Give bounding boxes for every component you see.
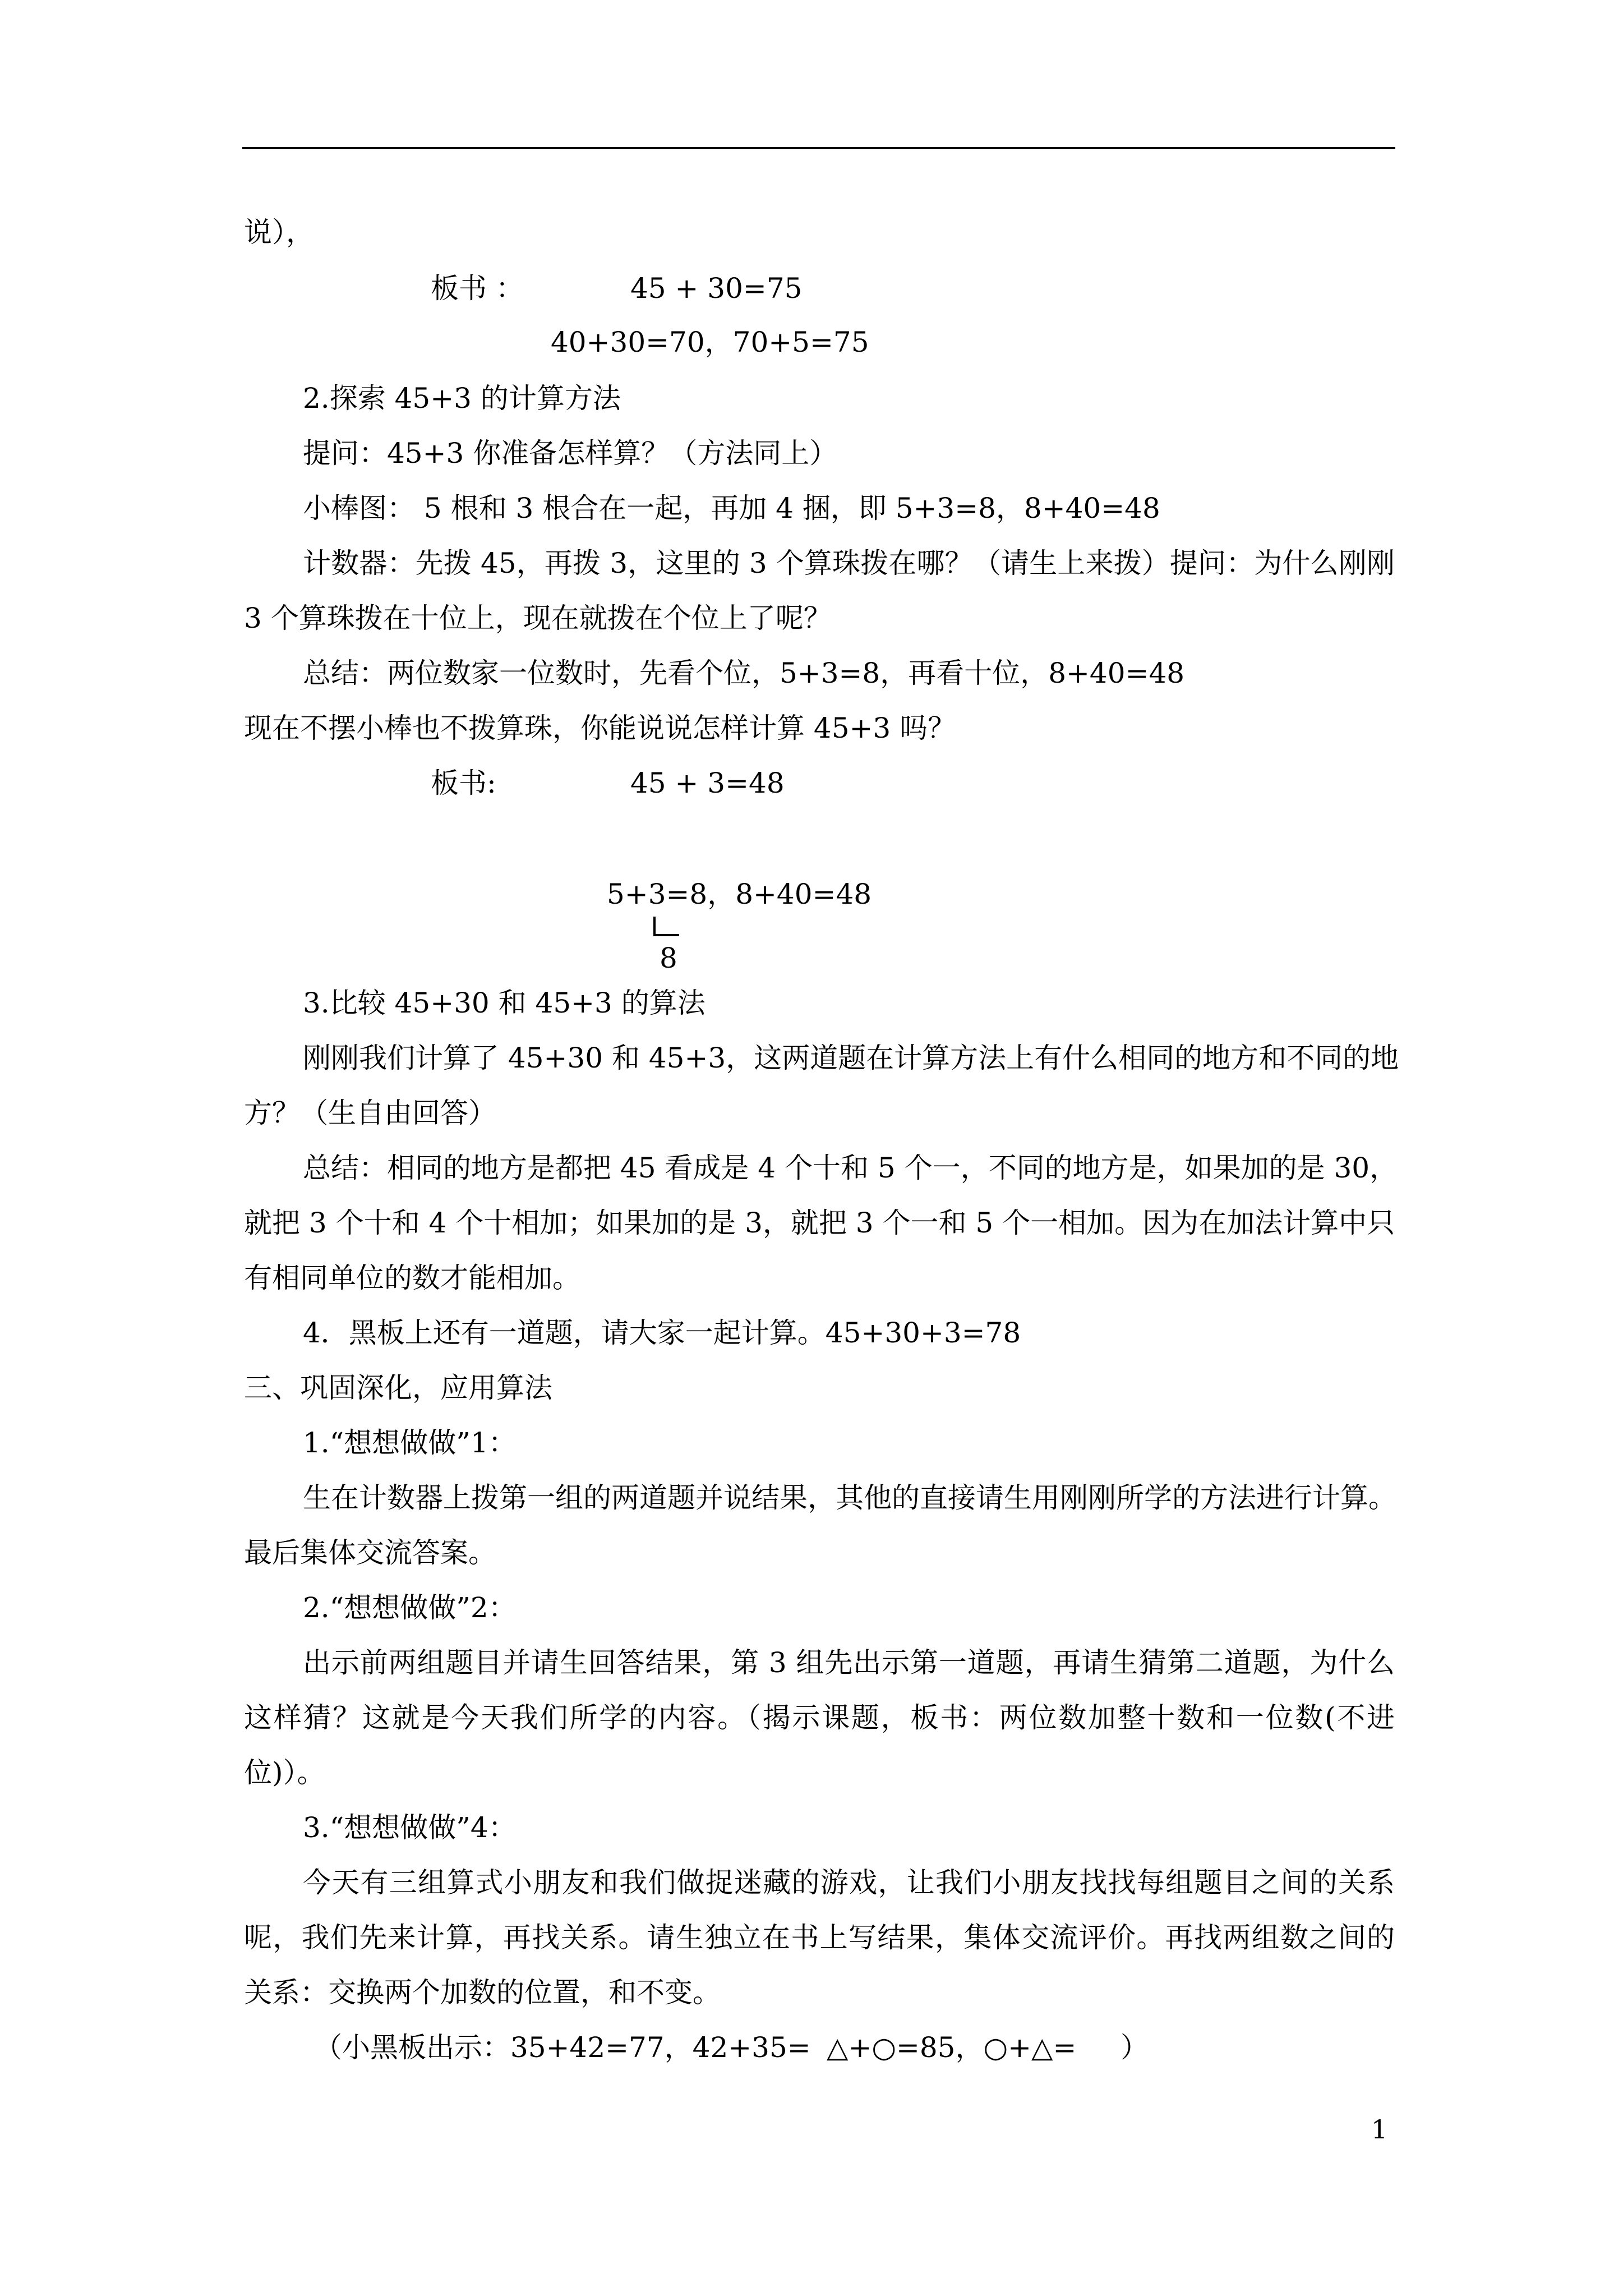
text-line: 总结：相同的地方是都把 45 看成是 4 个十和 5 个一，不同的地方是，如果加的是 30，	[303, 1152, 1398, 1184]
board-label: 板书 ：	[431, 272, 524, 305]
text-line: 生在计数器上拨第一组的两道题并说结果，其他的直接请生用刚刚所学的方法进行计算。	[303, 1481, 1396, 1514]
text-line: 最后集体交流答案。	[244, 1536, 496, 1569]
subsection-heading: 1.“想想做做”1：	[303, 1427, 517, 1459]
subsection-heading: 2.“想想做做”2：	[303, 1591, 517, 1624]
text-line: 计数器：先拨 45，再拨 3，这里的 3 个算珠拨在哪？（请生上来拨）提问：为什么刚刚	[303, 547, 1395, 579]
board-steps: 40+30=70，70+5=75	[551, 326, 869, 358]
board-label: 板书:	[431, 767, 496, 799]
text-line: 就把 3 个十和 4 个十相加；如果加的是 3，就把 3 个一和 5 个一相加。因为在加法计算中只	[244, 1207, 1395, 1239]
board-steps: 5+3=8，8+40=48	[607, 878, 872, 910]
exercise-line: △+○=85，○+△=	[827, 2031, 1077, 2064]
text-line: 刚刚我们计算了 45+30 和 45+3，这两道题在计算方法上有什么相同的地方和不同的地	[303, 1042, 1399, 1074]
text-line: 有相同单位的数才能相加。	[244, 1262, 580, 1294]
text-line: 提问：45+3 你准备怎样算？（方法同上）	[303, 437, 838, 470]
bracket-line	[653, 934, 679, 936]
text-line: 呢，我们先来计算，再找关系。请生独立在书上写结果，集体交流评价。再找两组数之间的	[244, 1921, 1395, 1954]
bracket-line	[653, 917, 656, 936]
exercise-line: ）	[1121, 2031, 1149, 2064]
text-line: 3 个算珠拨在十位上，现在就拨在个位上了呢？	[244, 602, 832, 634]
header-rule	[242, 147, 1395, 149]
section-heading: 2.探索 45+3 的计算方法	[303, 382, 621, 415]
section-heading: 三、巩固深化，应用算法	[244, 1372, 552, 1404]
text-line: 关系：交换两个加数的位置，和不变。	[244, 1976, 721, 2009]
section-heading: 3.比较 45+30 和 45+3 的算法	[303, 987, 706, 1019]
text-line: 出示前两组题目并请生回答结果，第 3 组先出示第一道题，再请生猜第二道题，为什么	[303, 1646, 1395, 1679]
board-expression: 45 + 3=48	[630, 767, 785, 799]
text-line: 位)）。	[244, 1756, 325, 1789]
text-line: 小棒图： 5 根和 3 根合在一起，再加 4 捆，即 5+3=8，8+40=48	[303, 492, 1160, 524]
subsection-heading: 3.“想想做做”4：	[303, 1811, 517, 1844]
bracket-result: 8	[660, 942, 677, 974]
board-expression: 45 + 30=75	[630, 272, 803, 305]
text-line: 今天有三组算式小朋友和我们做捉迷藏的游戏，让我们小朋友找找每组题目之间的关系	[303, 1866, 1395, 1899]
page-number: 1	[1371, 2114, 1388, 2145]
text-line: 总结：两位数家一位数时，先看个位，5+3=8，再看十位，8+40=48	[303, 657, 1185, 689]
exercise-line: （小黑板出示：35+42=77，42+35=	[314, 2031, 811, 2064]
text-line: 4．黑板上还有一道题，请大家一起计算。45+30+3=78	[303, 1317, 1021, 1349]
text-line: 现在不摆小棒也不拨算珠，你能说说怎样计算 45+3 吗？	[244, 712, 956, 744]
text-line: 这样猜？这就是今天我们所学的内容。（揭示课题，板书：两位数加整十数和一位数(不进	[244, 1701, 1395, 1734]
text-line: 说），	[244, 216, 314, 249]
text-line: 方？（生自由回答）	[244, 1097, 496, 1129]
